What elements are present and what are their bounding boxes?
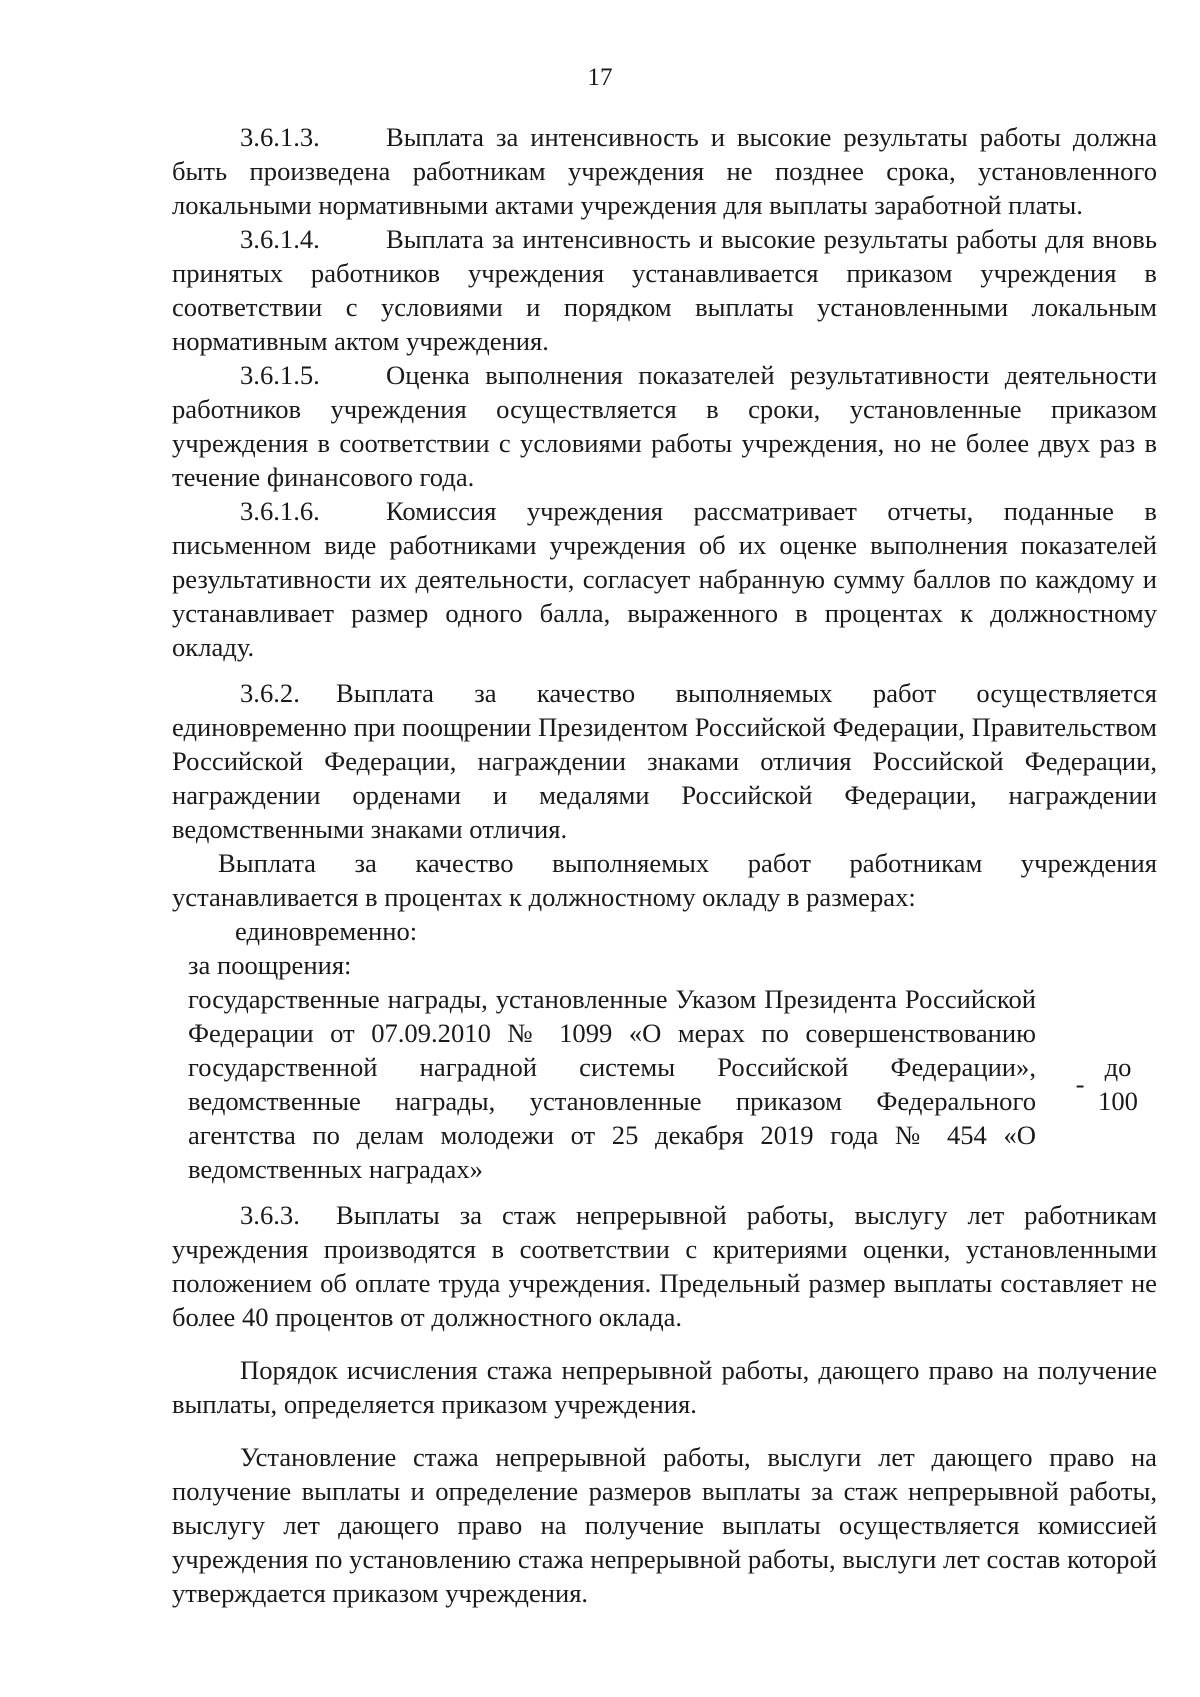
- incentives-label: за поощрения:: [188, 950, 352, 980]
- page-number: 17: [587, 64, 613, 91]
- paragraph-text: Выплата за интенсивность и высокие результаты работы для вновь принятых работников учреждения устанавливается приказом учреждения в соответствии с условиями и порядком выплаты установленными локальным нормативным актом учреждения.: [172, 224, 1157, 356]
- clause-number: 3.6.3.: [240, 1200, 300, 1230]
- paragraph-seniority-establishment: [172, 1440, 1157, 1610]
- awards-row: [188, 982, 1157, 1186]
- paragraph-text: Выплата за качество выполняемых работ работникам учреждения устанавливается в процентах к должностному окладу в размерах:: [172, 848, 1157, 912]
- paragraph-text: Выплата за качество выполняемых работ осуществляется единовременно при поощрении Президентом Российской Федерации, Правительством Российской Федерации, награждении знаками отличия Российской Федерации, награждении орденами и медалями Российской Федерации, награждении ведомственными знаками отличия.: [172, 678, 1157, 844]
- clause-number: 3.6.1.3.: [240, 122, 320, 152]
- paragraph-text: Установление стажа непрерывной работы, выслуги лет дающего право на получение выплаты и определение размеров выплаты за стаж непрерывной работы, выслугу лет дающего право на получение выплаты осуществляется комиссией учреждения по установлению стажа непрерывной работы, выслуги лет состав которой утверждается приказом учреждения.: [172, 1442, 1157, 1608]
- paragraph-text: Оценка выполнения показателей результативности деятельности работников учреждения осуществляется в сроки, установленные приказом учреждения в соответствии с условиями работы учреждения, но не более двух раз в течение финансового года.: [172, 360, 1157, 492]
- clause-number: 3.6.1.5.: [240, 360, 320, 390]
- awards-value-number: 100: [1098, 1086, 1138, 1116]
- paragraph-text: Порядок исчисления стажа непрерывной работы, дающего право на получение выплаты, определяется приказом учреждения.: [172, 1355, 1157, 1419]
- clause-number: 3.6.2.: [240, 678, 300, 708]
- paragraph-3-6-1-6: [172, 494, 1157, 664]
- clause-number: 3.6.1.4.: [240, 224, 320, 254]
- awards-value-prefix: до: [1104, 1052, 1132, 1082]
- paragraph-text: Комиссия учреждения рассматривает отчеты, поданные в письменном виде работниками учреждения об их оценке выполнения показателей результативности их деятельности, согласует набранную сумму баллов по каждому и устанавливает размер одного балла, выраженного в процентах к должностному окладу.: [172, 496, 1157, 662]
- paragraph-quality-payment: [172, 846, 1157, 914]
- once-label: единовременно:: [235, 916, 418, 946]
- paragraph-text: Выплата за интенсивность и высокие результаты работы должна быть произведена работникам учреждения не позднее срока, установленного локальными нормативными актами учреждения для выплаты заработной платы.: [172, 122, 1157, 220]
- awards-dash: -: [1075, 1069, 1085, 1099]
- paragraph-3-6-1-3: [172, 120, 1157, 222]
- document-body: [172, 120, 1157, 1610]
- paragraph-3-6-1-4: [172, 222, 1157, 358]
- awards-value: [1088, 1050, 1148, 1118]
- paragraph-3-6-2: [172, 676, 1157, 846]
- clause-number: 3.6.1.6.: [240, 496, 320, 526]
- paragraph-seniority-order: [172, 1353, 1157, 1421]
- paragraph-text: Выплаты за стаж непрерывной работы, выслугу лет работникам учреждения производятся в соответствии с критериями оценки, установленными положением об оплате труда учреждения. Предельный размер выплаты составляет не более 40 процентов от должностного оклада.: [172, 1200, 1157, 1332]
- awards-description: государственные награды, установленные Указом Президента Российской Федерации от 07.09.2010 № 1099 «О мерах по совершенствованию государственной наградной системы Российской Федерации», ведомственные награды, установленные приказом Федерального агентства по делам молодежи от 25 декабря 2019 года № 454 «О ведомственных наградах»: [188, 984, 1036, 1184]
- paragraph-3-6-1-5: [172, 358, 1157, 494]
- paragraph-3-6-3: [172, 1198, 1157, 1334]
